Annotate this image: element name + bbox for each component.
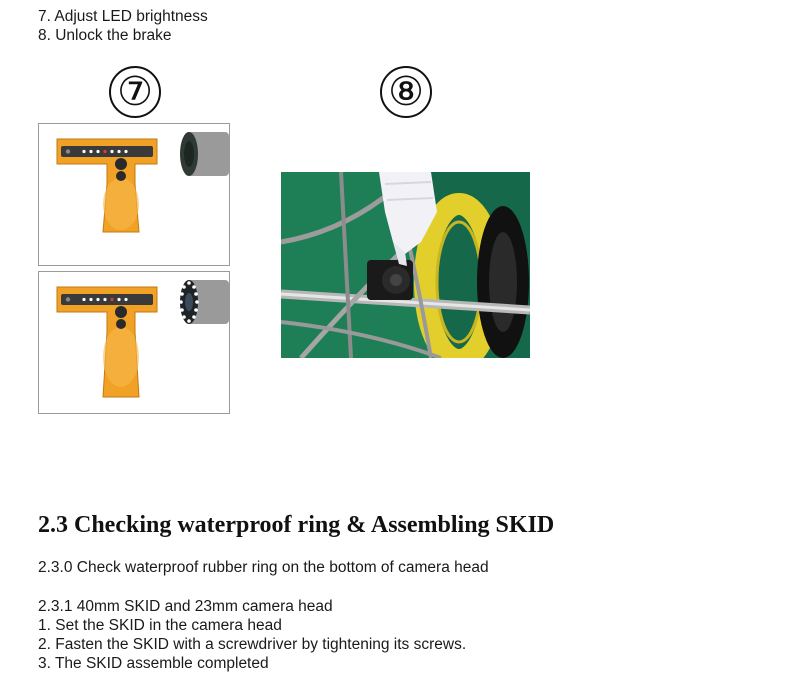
handle-low-light-drawing <box>39 124 229 265</box>
paragraph-2-3-1: 2.3.1 40mm SKID and 23mm camera head <box>38 598 333 615</box>
marker-eight: ⑧ <box>380 66 432 118</box>
reel-photo-drawing <box>281 172 530 358</box>
list-item: 3. The SKID assemble completed <box>38 655 269 672</box>
paragraph-2-3-0: 2.3.0 Check waterproof rubber ring on the bottom of camera head <box>38 559 489 576</box>
step-8-text: 8. Unlock the brake <box>38 27 172 44</box>
marker-seven: ⑦ <box>109 66 161 118</box>
list-item: 1. Set the SKID in the camera head <box>38 617 282 634</box>
section-heading: 2.3 Checking waterproof ring & Assembling SKID <box>38 512 555 538</box>
handle-high-light-drawing <box>39 272 229 413</box>
unlock-brake-photo <box>281 172 530 358</box>
list-item: 2. Fasten the SKID with a screwdriver by tightening its screws. <box>38 636 467 653</box>
led-brightness-illustration-high <box>38 271 230 414</box>
led-brightness-illustration-low <box>38 123 230 266</box>
step-7-text: 7. Adjust LED brightness <box>38 8 208 25</box>
